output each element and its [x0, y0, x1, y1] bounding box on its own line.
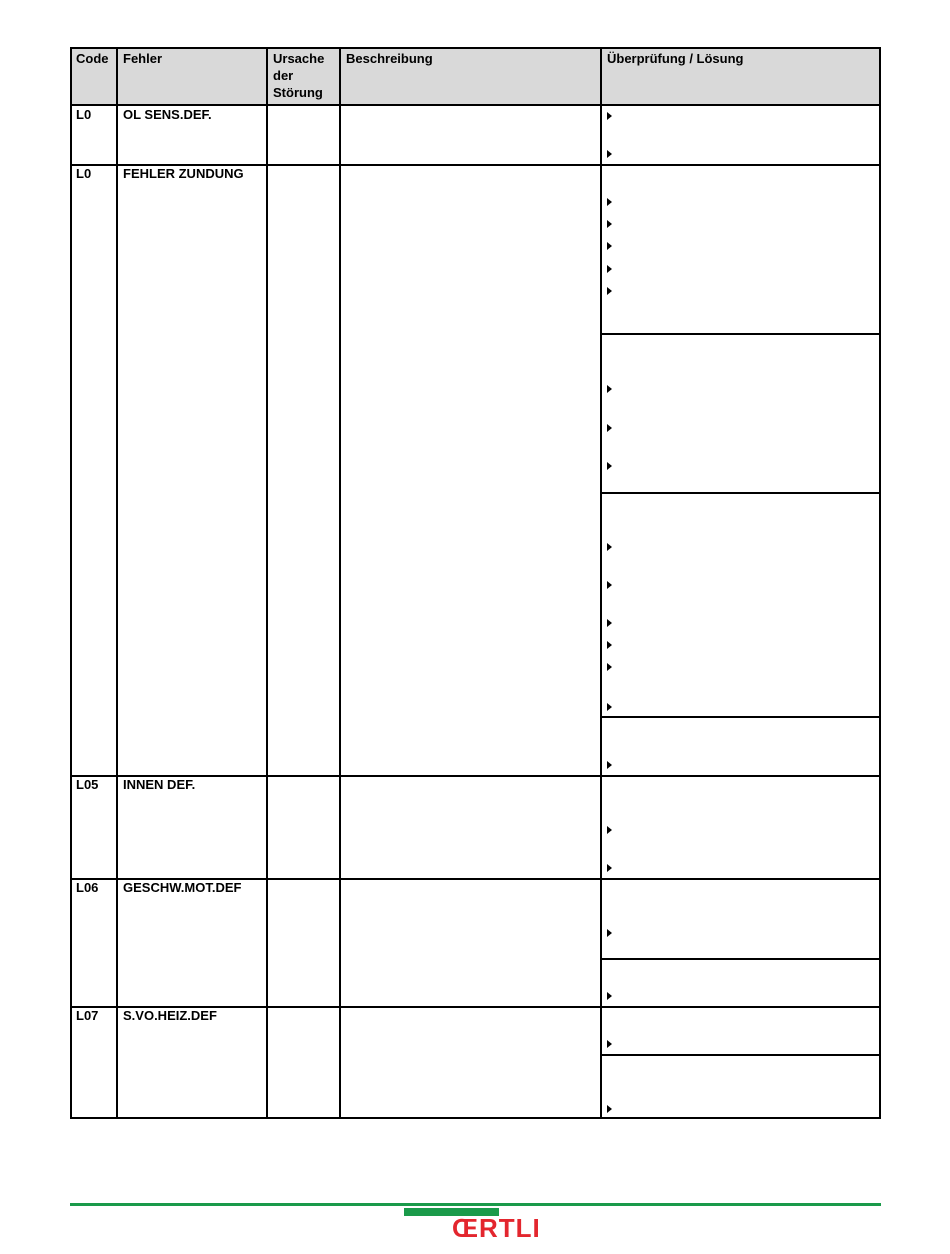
- row-code: L05: [76, 777, 99, 792]
- solution-subdivider: [601, 958, 881, 960]
- bullet-arrow-icon: [607, 242, 612, 250]
- bullet-arrow-icon: [607, 929, 612, 937]
- table-top-border: [70, 47, 881, 49]
- oertli-logo: ŒRTLI: [452, 1213, 541, 1243]
- row-code: L06: [76, 880, 99, 895]
- bullet-arrow-icon: [607, 198, 612, 206]
- bullet-arrow-icon: [607, 761, 612, 769]
- solution-subdivider: [601, 716, 881, 718]
- header-fehler: Fehler: [123, 51, 163, 66]
- bullet-arrow-icon: [607, 641, 612, 649]
- header-bottom-border: [70, 104, 881, 106]
- row-fehler: GESCHW.MOT.DEF: [123, 880, 242, 895]
- bullet-arrow-icon: [607, 703, 612, 711]
- bullet-arrow-icon: [607, 112, 612, 120]
- bullet-arrow-icon: [607, 543, 612, 551]
- header-loesung: Überprüfung / Lösung: [607, 51, 744, 66]
- row-fehler: S.VO.HEIZ.DEF: [123, 1008, 217, 1023]
- bullet-arrow-icon: [607, 826, 612, 834]
- column-divider: [339, 47, 341, 1119]
- header-ursache: Ursache der Störung: [273, 51, 325, 100]
- solution-subdivider: [601, 492, 881, 494]
- column-divider: [116, 47, 118, 1119]
- bullet-arrow-icon: [607, 1040, 612, 1048]
- row-code: L0: [76, 107, 92, 122]
- bullet-arrow-icon: [607, 220, 612, 228]
- bullet-arrow-icon: [607, 462, 612, 470]
- column-divider: [266, 47, 268, 1119]
- table-left-border: [70, 47, 72, 1119]
- bullet-arrow-icon: [607, 424, 612, 432]
- bullet-arrow-icon: [607, 581, 612, 589]
- solution-subdivider: [601, 333, 881, 335]
- bullet-arrow-icon: [607, 1105, 612, 1113]
- row-fehler: FEHLER ZUNDUNG: [123, 166, 244, 181]
- solution-subdivider: [601, 1054, 881, 1056]
- column-divider: [600, 47, 602, 1119]
- table-bottom-border: [70, 1117, 881, 1119]
- row-code: L0: [76, 166, 92, 181]
- footer-divider-line: [70, 1203, 881, 1206]
- bullet-arrow-icon: [607, 150, 612, 158]
- table-header-background: [71, 48, 880, 105]
- bullet-arrow-icon: [607, 663, 612, 671]
- bullet-arrow-icon: [607, 385, 612, 393]
- row-fehler: INNEN DEF.: [123, 777, 196, 792]
- bullet-arrow-icon: [607, 619, 612, 627]
- bullet-arrow-icon: [607, 992, 612, 1000]
- bullet-arrow-icon: [607, 864, 612, 872]
- bullet-arrow-icon: [607, 265, 612, 273]
- row-fehler: OL SENS.DEF.: [123, 107, 212, 122]
- header-code: Code: [76, 51, 109, 66]
- bullet-arrow-icon: [607, 287, 612, 295]
- table-right-border: [879, 47, 881, 1119]
- header-beschreibung: Beschreibung: [346, 51, 433, 66]
- row-code: L07: [76, 1008, 99, 1023]
